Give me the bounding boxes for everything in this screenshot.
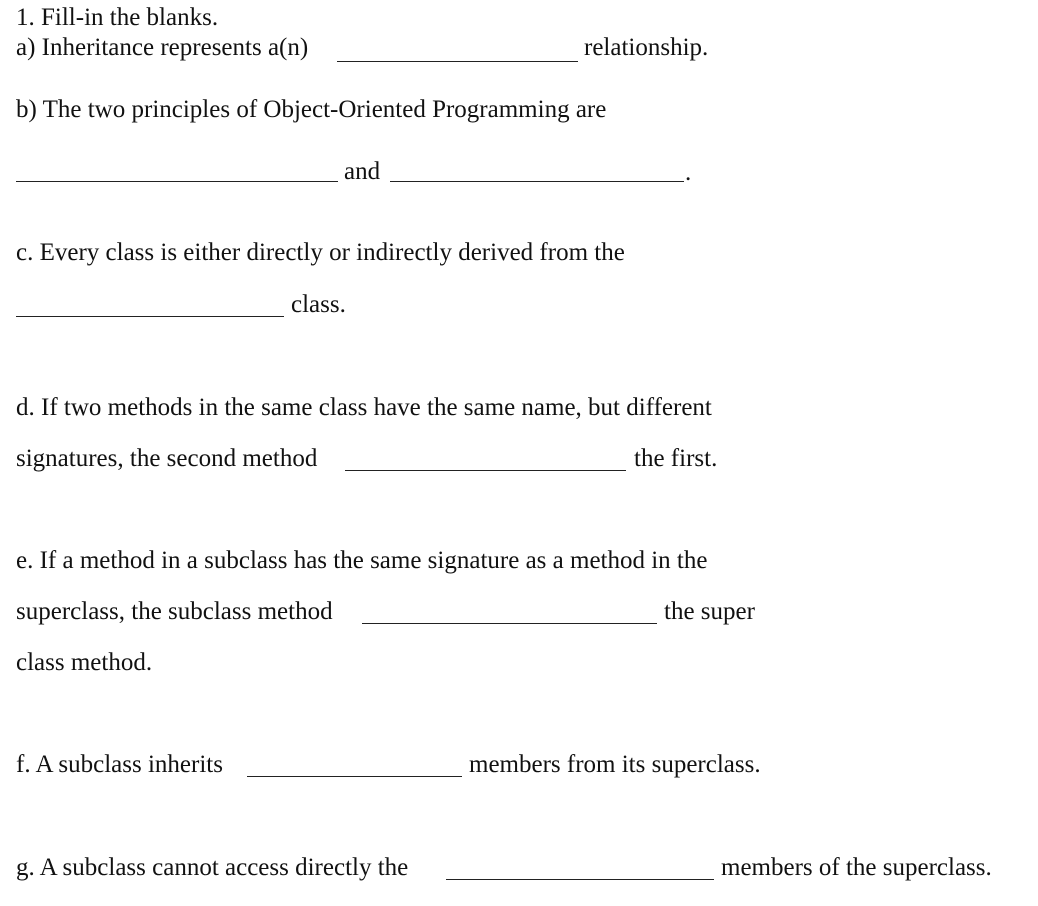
item-g-after: members of the superclass. bbox=[721, 854, 992, 881]
item-e-text: e. If a method in a subclass has the same signature as a method in the bbox=[16, 547, 708, 574]
item-a-text: a) Inheritance represents a(n) bbox=[16, 34, 309, 61]
item-d-text: d. If two methods in the same class have the same name, but different bbox=[16, 394, 712, 421]
item-b-and: and bbox=[344, 158, 381, 185]
item-f-after: members from its superclass. bbox=[469, 751, 761, 778]
item-b-blank-2[interactable] bbox=[390, 181, 684, 182]
question-heading: 1. Fill-in the blanks. bbox=[16, 4, 219, 31]
item-f-before: f. A subclass inherits bbox=[16, 751, 223, 778]
item-d-after: the first. bbox=[634, 445, 718, 472]
item-g-before: g. A subclass cannot access directly the bbox=[16, 854, 409, 881]
item-e-line3: class method. bbox=[16, 649, 153, 676]
item-b-text: b) The two principles of Object-Oriented Programming are bbox=[16, 96, 607, 123]
item-a-after: relationship. bbox=[584, 34, 709, 61]
item-c-text: c. Every class is either directly or indirectly derived from the bbox=[16, 239, 625, 266]
item-b-blank-1[interactable] bbox=[16, 181, 338, 182]
item-e-blank[interactable] bbox=[362, 623, 657, 624]
item-a-blank[interactable] bbox=[337, 61, 578, 62]
item-f-blank[interactable] bbox=[247, 776, 462, 777]
item-e-before: superclass, the subclass method bbox=[16, 598, 333, 625]
item-g-blank[interactable] bbox=[446, 879, 714, 880]
item-d-blank[interactable] bbox=[345, 470, 626, 471]
item-e-after: the super bbox=[664, 598, 755, 625]
item-b-period: . bbox=[685, 159, 692, 186]
item-c-after: class. bbox=[291, 291, 346, 318]
item-c-blank[interactable] bbox=[16, 316, 284, 317]
item-d-before: signatures, the second method bbox=[16, 445, 318, 472]
